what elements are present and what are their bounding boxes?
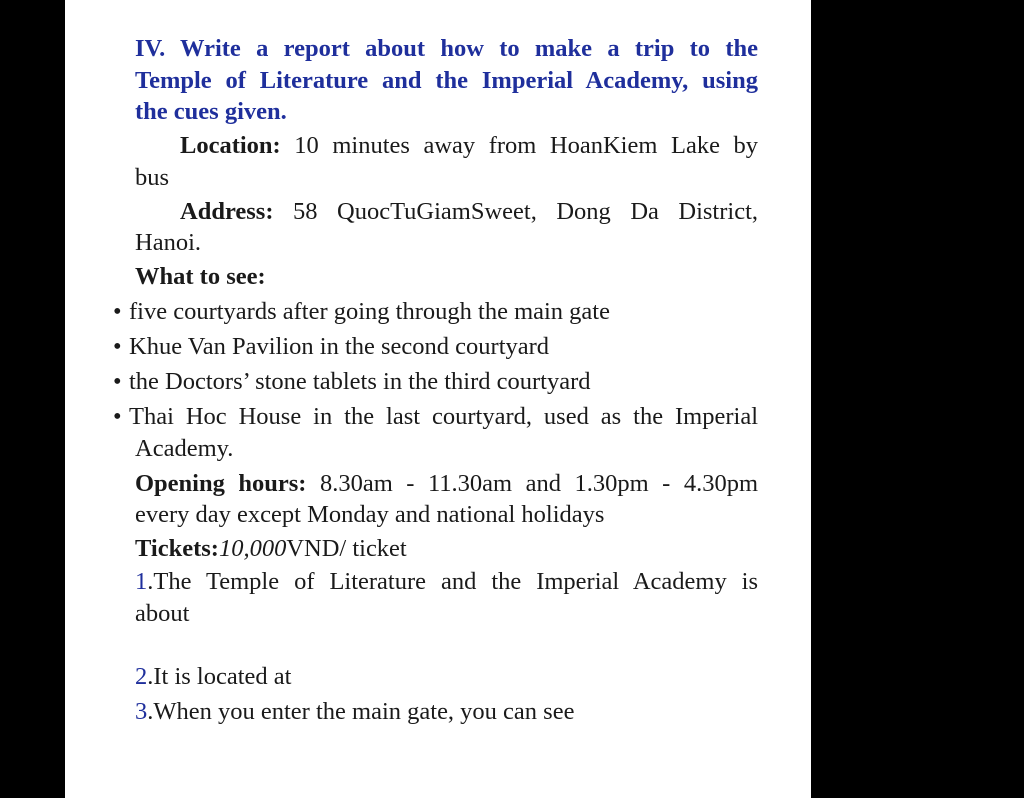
tickets-line bbox=[135, 533, 758, 564]
tickets-label: Tickets: bbox=[135, 535, 219, 562]
see-item-2: Khue Van Pavilion in the second courtyard bbox=[129, 333, 550, 360]
opening-hours-text: 8.30am - 11.30am and 1.30pm - 4.30pm bbox=[319, 470, 759, 497]
what-to-see-label: What to see: bbox=[135, 263, 266, 290]
location-text: 10 minutes away from HoanKiem Lake by bbox=[294, 132, 759, 159]
address-label: Address: bbox=[180, 198, 274, 225]
see-item-4: Thai Hoc House in the last courtyard, used as the Imperial bbox=[129, 403, 758, 430]
address-text: 58 QuocTuGiamSweet, Dong Da District, bbox=[293, 198, 759, 225]
bullet-icon: • bbox=[113, 333, 122, 360]
question-2 bbox=[135, 661, 758, 692]
title-line-3: the cues given. bbox=[135, 98, 287, 125]
opening-hours-line-1 bbox=[135, 468, 758, 499]
title-line-2: Temple of Literature and the Imperial Academy, using bbox=[135, 67, 758, 94]
question-1-line-2: about bbox=[135, 600, 190, 627]
question-1-text: .The Temple of Literature and the Imperial Academy is bbox=[147, 568, 758, 595]
opening-hours-label: Opening hours: bbox=[135, 470, 307, 497]
ticket-unit: VND/ ticket bbox=[286, 535, 407, 562]
ticket-price: 10,000 bbox=[218, 535, 287, 562]
title-line-1: IV. Write a report about how to make a trip to the bbox=[135, 35, 758, 62]
bullet-icon: • bbox=[113, 298, 122, 325]
question-3 bbox=[135, 696, 758, 727]
see-item-3: the Doctors’ stone tablets in the third courtyard bbox=[129, 368, 591, 395]
question-1-line-1 bbox=[135, 566, 758, 597]
address-line-2: Hanoi. bbox=[135, 229, 201, 256]
location-line-2: bus bbox=[135, 164, 170, 191]
question-3-text: .When you enter the main gate, you can see bbox=[147, 698, 575, 725]
location-line-1 bbox=[180, 130, 758, 161]
bullet-icon: • bbox=[113, 368, 122, 395]
see-item-4-continuation: Academy. bbox=[135, 435, 234, 462]
question-3-number: 3 bbox=[135, 698, 148, 725]
opening-hours-line-2: every day except Monday and national holidays bbox=[135, 501, 605, 528]
question-2-text: .It is located at bbox=[147, 663, 292, 690]
bullet-icon: • bbox=[113, 403, 122, 430]
question-2-number: 2 bbox=[135, 663, 148, 690]
see-item-1: five courtyards after going through the main gate bbox=[129, 298, 610, 325]
location-label: Location: bbox=[180, 132, 281, 159]
document-page bbox=[65, 0, 811, 798]
address-line-1 bbox=[180, 196, 758, 227]
question-1-number: 1 bbox=[135, 568, 148, 595]
